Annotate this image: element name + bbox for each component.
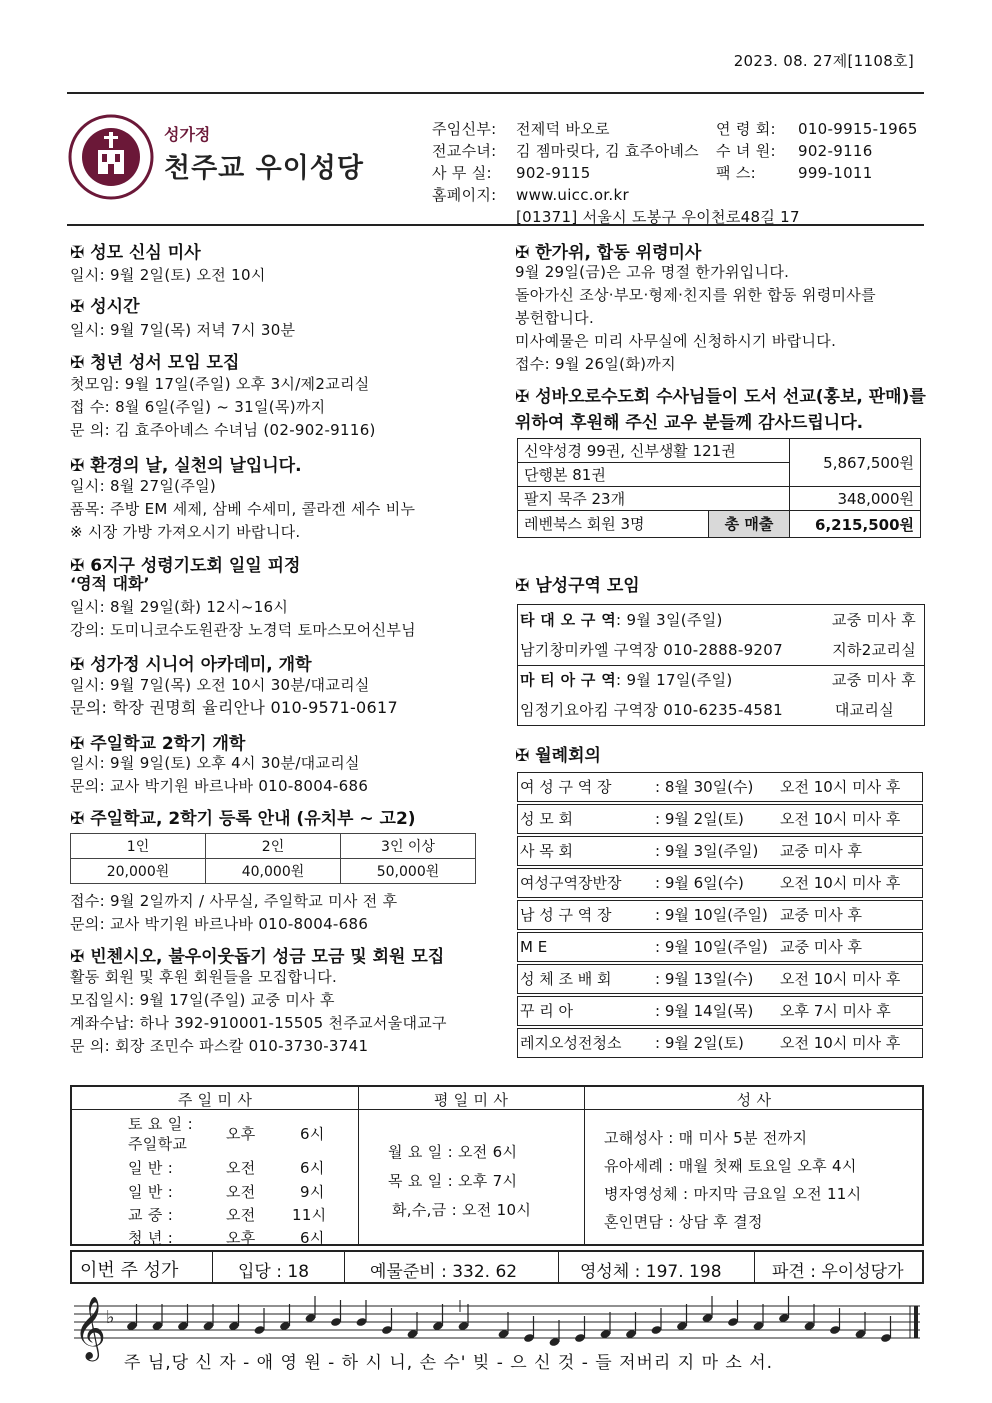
text-line: 미사예물은 미리 사무실에 신청하시기 바랍니다. xyxy=(515,332,837,350)
sales-item: 단행본 81권 xyxy=(518,463,790,487)
sunday-row-time: 오전 xyxy=(226,1183,256,1201)
meeting-row: 여 성 구 역 장 : 8월 30일(수) 오전 10시 미사 후 xyxy=(517,772,923,802)
header-sacraments: 성 사 xyxy=(736,1091,772,1109)
hymn-offertory: 예물준비 : 332. 62 xyxy=(370,1262,518,1282)
fee-value: 40,000원 xyxy=(206,859,341,884)
meeting-row: 여성구역장반장 : 9월 6일(수) 오전 10시 미사 후 xyxy=(517,868,923,898)
header-sunday-mass: 주 일 미 사 xyxy=(177,1091,253,1109)
weekday-mass-row: 월 요 일 : 오전 6시 xyxy=(388,1143,518,1161)
sales-amount: 348,000원 xyxy=(790,487,921,511)
section-title: ✠ 성바오로수도회 수사님들이 도서 선교(홍보, 판매)를 xyxy=(515,387,926,407)
men-district-box: 타 대 오 구 역: 9월 3일(주일) 교중 미사 후 남기창미카엘 구역장 010-2888-9207 지하2교리실 마 티 아 구 역: 9월 17일(주일) 교중 미사 후 임정기요아킴 구역장 010-6235-4581 대교리실 xyxy=(517,604,925,726)
sunday-row-label: 일 반 : xyxy=(128,1159,174,1177)
text-line: 일시: 9월 2일(토) 오전 10시 xyxy=(70,266,266,284)
sunday-row-label: 청 년 : xyxy=(128,1229,174,1247)
sunday-row-hour: 9시 xyxy=(300,1183,325,1201)
text-line: 계좌수납: 하나 392-910001-15505 천주교서울대교구 xyxy=(70,1014,447,1032)
hymn-entrance: 입당 : 18 xyxy=(238,1262,310,1282)
hymn-communion: 영성체 : 197. 198 xyxy=(580,1262,722,1282)
text-line: 접수: 9월 2일까지 / 사무실, 주일학교 미사 전 후 xyxy=(70,892,398,910)
section-title-line2: 위하여 후원해 주신 교우 분들께 감사드립니다. xyxy=(515,413,864,433)
fee-table xyxy=(70,833,476,884)
sunday-row-time: 오후 xyxy=(226,1229,256,1247)
section-title: ✠ 남성구역 모임 xyxy=(515,576,640,596)
hymn-dismissal: 파견 : 우이성당가 xyxy=(772,1262,904,1282)
meeting-row: 성 모 회 : 9월 2일(토) 오전 10시 미사 후 xyxy=(517,804,923,834)
church-seal-logo xyxy=(68,114,154,200)
church-name: 천주교 우이성당 xyxy=(164,153,364,184)
contacts-right: 연 령 회: 010-9915-1965 수 녀 원: 902-9116 팩 스: 999-1011 xyxy=(716,120,918,182)
text-line: 품목: 주방 EM 세제, 삼베 수세미, 콜라겐 세수 비누 xyxy=(70,500,416,518)
sacrament-row: 병자영성체 : 마지막 금요일 오전 11시 xyxy=(604,1185,862,1203)
sunday-row-hour: 6시 xyxy=(300,1125,325,1143)
section-title: ✠ 주일학교, 2학기 등록 안내 (유치부 ~ 고2) xyxy=(70,809,416,829)
sunday-row-hour: 6시 xyxy=(300,1159,325,1177)
section-title: ✠ 성시간 xyxy=(70,297,140,317)
text-line: 활동 회원 및 후원 회원들을 모집합니다. xyxy=(70,968,338,986)
section-title: ✠ 성가정 시니어 아카데미, 개학 xyxy=(70,655,312,675)
text-line: 일시: 9월 7일(목) 오전 10시 30분/대교리실 xyxy=(70,676,370,694)
total-label: 총 매출 xyxy=(708,511,789,537)
text-line: 접수: 9월 26일(화)까지 xyxy=(515,355,676,373)
sunday-row-time: 오후 xyxy=(226,1125,256,1143)
section-title: ✠ 주일학교 2학기 개학 xyxy=(70,734,246,754)
address: [01371] 서울시 도봉구 우이천로48길 17 xyxy=(516,208,800,226)
header-weekday-mass: 평 일 미 사 xyxy=(433,1091,509,1109)
section-title: ✠ 청년 성서 모임 모집 xyxy=(70,353,240,373)
text-line: 문 의: 회장 조민수 파스칼 010-3730-3741 xyxy=(70,1037,369,1055)
fee-header: 1인 xyxy=(71,834,206,859)
sunday-row-hour: 6시 xyxy=(300,1229,325,1247)
mass-schedule-table xyxy=(70,1085,924,1246)
weekday-mass-row: 목 요 일 : 오후 7시 xyxy=(388,1172,518,1190)
meeting-row: 꾸 리 아 : 9월 14일(목) 오후 7시 미사 후 xyxy=(517,996,923,1026)
meeting-row: 사 목 회 : 9월 3일(주일) 교중 미사 후 xyxy=(517,836,923,866)
sunday-row-label: 일 반 : xyxy=(128,1183,174,1201)
text-line: 9월 29일(금)은 고유 명절 한가위입니다. xyxy=(515,263,790,281)
hymn-label: 이번 주 성가 xyxy=(80,1260,179,1281)
section-subtitle: ‘영적 대화’ xyxy=(70,574,150,593)
weekday-mass-row: 화,수,금 : 오전 10시 xyxy=(392,1201,532,1219)
meeting-row: 레지오성전청소 : 9월 2일(토) 오전 10시 미사 후 xyxy=(517,1028,923,1058)
text-line: 강의: 도미니코수도원관장 노경덕 토마스모어신부님 xyxy=(70,621,416,639)
sunday-row-time: 오전 xyxy=(226,1206,256,1224)
text-line: 문의: 교사 박기원 바르나바 010-8004-686 xyxy=(70,777,369,795)
hymn-bar xyxy=(70,1250,924,1284)
sunday-row-label: 주일학교 xyxy=(128,1135,188,1153)
text-line: 모집일시: 9월 17일(주일) 교중 미사 후 xyxy=(70,991,335,1009)
text-line: 일시: 8월 27일(주일) xyxy=(70,477,217,495)
text-line: 첫모임: 9월 17일(주일) 오후 3시/제2교리실 xyxy=(70,375,370,393)
sacrament-row: 유아세례 : 매월 첫째 토요일 오후 4시 xyxy=(604,1157,857,1175)
section-title: ✠ 6지구 성령기도회 일일 피정 xyxy=(70,556,301,576)
fee-header: 3인 이상 xyxy=(341,834,476,859)
issue-number: 2023. 08. 27제[1108호] xyxy=(733,52,914,70)
section-title: ✠ 성모 신심 미사 xyxy=(70,243,201,263)
meeting-row: M E : 9월 10일(주일) 교중 미사 후 xyxy=(517,932,923,962)
hymn-lyrics: 주 님,당 신 자 - 애 영 원 - 하 시 니, 손 수' 빚 - 으 신 것 - 들 저버리 지 마 소 서. xyxy=(124,1353,774,1373)
text-line: 봉헌합니다. xyxy=(515,309,595,327)
sacrament-row: 고해성사 : 매 미사 5분 전까지 xyxy=(604,1129,808,1147)
text-line: 접 수: 8월 6일(주일) ~ 31일(목)까지 xyxy=(70,398,326,416)
text-line: ※ 시장 가방 가져오시기 바랍니다. xyxy=(70,523,301,541)
text-line: 돌아가신 조상·부모·형제·친지를 위한 합동 위령미사를 xyxy=(515,286,876,304)
text-line: 일시: 9월 7일(목) 저녁 7시 30분 xyxy=(70,321,296,339)
fee-value: 20,000원 xyxy=(71,859,206,884)
sales-amount: 5,867,500원 xyxy=(790,439,921,487)
svg-text:♭: ♭ xyxy=(106,1307,115,1328)
logo-small-text: 성가정 xyxy=(164,125,211,144)
sales-table xyxy=(517,438,921,538)
text-line: 문의: 교사 박기원 바르나바 010-8004-686 xyxy=(70,915,369,933)
text-line: 문의: 학장 권명희 율리안나 010-9571-0617 xyxy=(70,698,398,717)
svg-text:𝄞: 𝄞 xyxy=(74,1296,106,1359)
section-title: ✠ 한가위, 합동 위령미사 xyxy=(515,243,702,263)
sales-item: 신약성경 99권, 신부생활 121권 xyxy=(518,439,790,463)
sales-item: 레벤북스 회원 3명 xyxy=(524,515,645,533)
sunday-row-time: 오전 xyxy=(226,1159,256,1177)
text-line: 일시: 8월 29일(화) 12시~16시 xyxy=(70,598,289,616)
text-line: 문 의: 김 효주아녜스 수녀님 (02-902-9116) xyxy=(70,421,376,439)
fee-value: 50,000원 xyxy=(341,859,476,884)
section-title: ✠ 환경의 날, 실천의 날입니다. xyxy=(70,456,302,476)
text-line: 일시: 9월 9일(토) 오후 4시 30분/대교리실 xyxy=(70,754,360,772)
meeting-row: 남 성 구 역 장 : 9월 10일(주일) 교중 미사 후 xyxy=(517,900,923,930)
total-amount: 6,215,500원 xyxy=(790,511,921,538)
sunday-row-label: 교 중 : xyxy=(128,1206,174,1224)
sunday-row-label: 토 요 일 : xyxy=(128,1115,193,1133)
meeting-row: 성 체 조 배 회 : 9월 13일(수) 오전 10시 미사 후 xyxy=(517,964,923,994)
contacts-left: 주임신부: 전제덕 바오로 전교수녀: 김 젬마릿다, 김 효주아녜스 사 무 실: 902-9115 홈페이지: www.uicc.or.kr [01371] 서울시 도봉구 우이천로48길 17 xyxy=(432,120,800,226)
sacrament-row: 혼인면담 : 상담 후 결정 xyxy=(604,1213,763,1231)
sunday-row-hour: 11시 xyxy=(292,1206,327,1224)
sales-item: 팔지 묵주 23개 xyxy=(518,487,790,511)
fee-header: 2인 xyxy=(206,834,341,859)
section-title: ✠ 빈첸시오, 불우이웃돕기 성금 모금 및 회원 모집 xyxy=(70,947,445,967)
section-title: ✠ 월례회의 xyxy=(515,746,601,766)
